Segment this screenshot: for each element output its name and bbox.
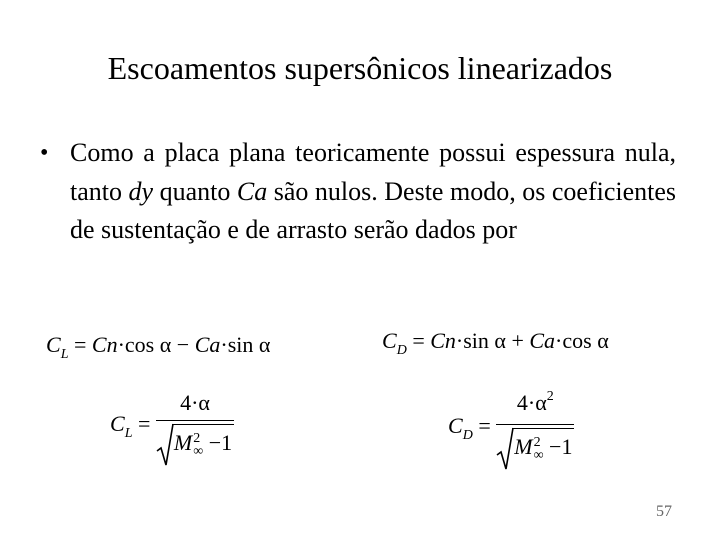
eq-ca: Ca [194,332,221,357]
fraction [496,386,574,469]
eq-dot: · [555,328,563,353]
eq-symbol: C [448,412,463,438]
eq-op: cos α − [124,332,195,357]
eq-dot: · [220,332,228,357]
eq-subsup: 2 ∞ [533,434,544,463]
eq-op: cos α [562,328,609,353]
sqrt-icon [156,421,234,465]
eq-symbol: C [382,328,397,353]
bullet-text-part3: são nulos. Deste modo, os coeficientes de sustentação e de arrasto serão dados por [70,176,677,244]
bullet-text-part1: Como a placa plana teoricamente possui espessura nula, tanto [70,138,676,206]
equation-cd-fraction [448,386,574,469]
eq-subscript: D [396,343,407,358]
eq-equals: = [406,328,431,353]
numerator-exponent: 2 [546,389,554,404]
bullet-text [70,134,676,250]
fraction-numerator: $4\cdot\alpha^2$ [496,386,574,425]
bullet-paragraph [40,134,676,250]
eq-subscript: L [124,425,133,441]
bullet-text-ca: Ca [236,176,268,206]
eq-cn: Cn [91,332,118,357]
fraction-numerator: 4·α [156,386,234,421]
eq-subscript: L [60,347,69,362]
eq-dot: · [455,328,464,353]
equation-cd-expanded [382,326,609,360]
fraction-denominator [496,425,574,469]
eq-subscript: D [462,427,473,443]
eq-mach: M [173,430,193,455]
eq-cn: Cn [430,328,456,353]
eq-minus-one: −1 [203,430,233,455]
eq-symbol: C [110,410,125,436]
eq-op: sin α [227,332,271,357]
fraction [156,386,234,465]
bullet-text-dy: dy [128,176,154,206]
eq-symbol: C [46,332,61,357]
eq-equals: = [132,410,151,436]
eq-equals: = [68,332,92,357]
eq-subsup: 2 ∞ [193,430,204,459]
eq-op: sin α + [463,328,530,353]
eq-minus-one: −1 [543,434,573,459]
equation-cl-fraction [110,386,234,465]
equation-cl-expanded [46,330,270,364]
bullet-text-part2: quanto [153,176,237,206]
slide-title: Escoamentos supersônicos linearizados [107,50,613,86]
sqrt-icon [496,425,574,469]
eq-dot: · [117,332,125,357]
fraction-denominator [156,421,234,465]
eq-ca: Ca [529,328,556,353]
eq-mach: M [514,434,533,459]
page-number: 57 [656,503,672,520]
eq-equals: = [472,412,491,438]
bullet-marker: • [40,140,49,166]
